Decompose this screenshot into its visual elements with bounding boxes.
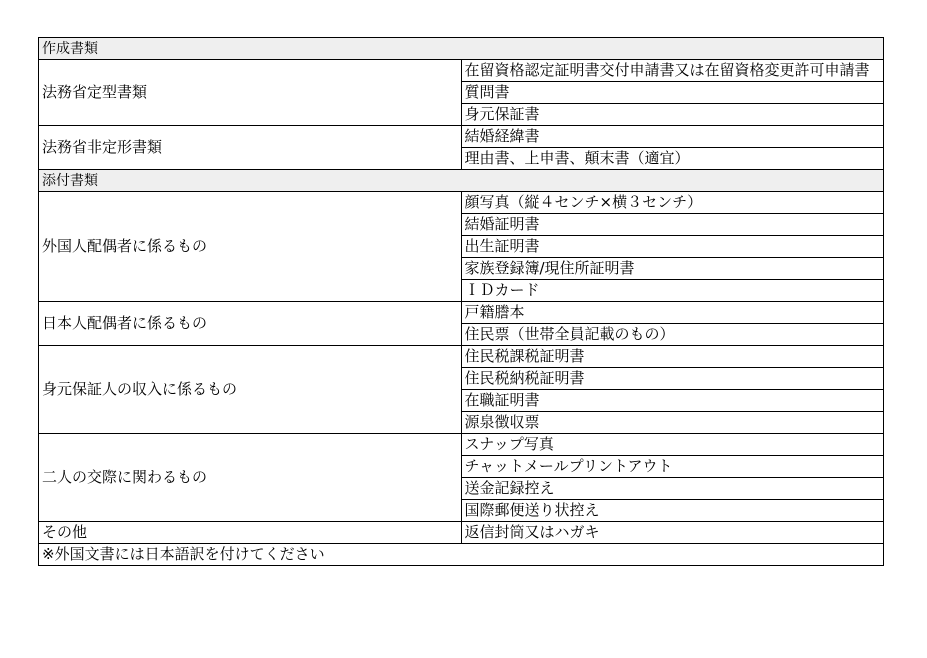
document-item-cell: 理由書、上申書、顛末書（適宜） <box>461 148 884 170</box>
document-item-cell: スナップ写真 <box>461 434 884 456</box>
document-item-cell: 結婚経緯書 <box>461 126 884 148</box>
table-row <box>39 346 884 368</box>
document-item-cell: 戸籍謄本 <box>461 302 884 324</box>
document-item-cell: 在留資格認定証明書交付申請書又は在留資格変更許可申請書 <box>461 60 884 82</box>
section-header: 作成書類 <box>39 38 884 60</box>
documents-table-body <box>39 38 884 566</box>
section-header-row <box>39 170 884 192</box>
document-item-cell: 住民税納税証明書 <box>461 368 884 390</box>
document-item-cell: チャットメールプリントアウト <box>461 456 884 478</box>
category-cell: 法務省定型書類 <box>39 60 462 126</box>
document-item-cell: 返信封筒又はハガキ <box>461 522 884 544</box>
document-item-cell: 身元保証書 <box>461 104 884 126</box>
table-row <box>39 302 884 324</box>
document-item-cell: 源泉徴収票 <box>461 412 884 434</box>
table-row <box>39 60 884 82</box>
document-item-cell: 結婚証明書 <box>461 214 884 236</box>
table-row <box>39 126 884 148</box>
document-item-cell: 住民税課税証明書 <box>461 346 884 368</box>
document-item-cell: 住民票（世帯全員記載のもの） <box>461 324 884 346</box>
document-item-cell: 出生証明書 <box>461 236 884 258</box>
document-item-cell: ＩＤカード <box>461 280 884 302</box>
category-cell: 外国人配偶者に係るもの <box>39 192 462 302</box>
documents-table <box>38 37 884 566</box>
table-row <box>39 434 884 456</box>
table-row <box>39 522 884 544</box>
section-header: 添付書類 <box>39 170 884 192</box>
document-item-cell: 質問書 <box>461 82 884 104</box>
category-cell: 日本人配偶者に係るもの <box>39 302 462 346</box>
document-item-cell: 国際郵便送り状控え <box>461 500 884 522</box>
category-cell: その他 <box>39 522 462 544</box>
note-row <box>39 544 884 566</box>
document-item-cell: 送金記録控え <box>461 478 884 500</box>
section-header-row <box>39 38 884 60</box>
category-cell: 身元保証人の収入に係るもの <box>39 346 462 434</box>
document-item-cell: 在職証明書 <box>461 390 884 412</box>
translation-note: ※外国文書には日本語訳を付けてください <box>39 544 884 566</box>
document-item-cell: 顔写真（縦４センチ×横３センチ） <box>461 192 884 214</box>
category-cell: 二人の交際に関わるもの <box>39 434 462 522</box>
table-row <box>39 192 884 214</box>
document-item-cell: 家族登録簿/現住所証明書 <box>461 258 884 280</box>
category-cell: 法務省非定形書類 <box>39 126 462 170</box>
